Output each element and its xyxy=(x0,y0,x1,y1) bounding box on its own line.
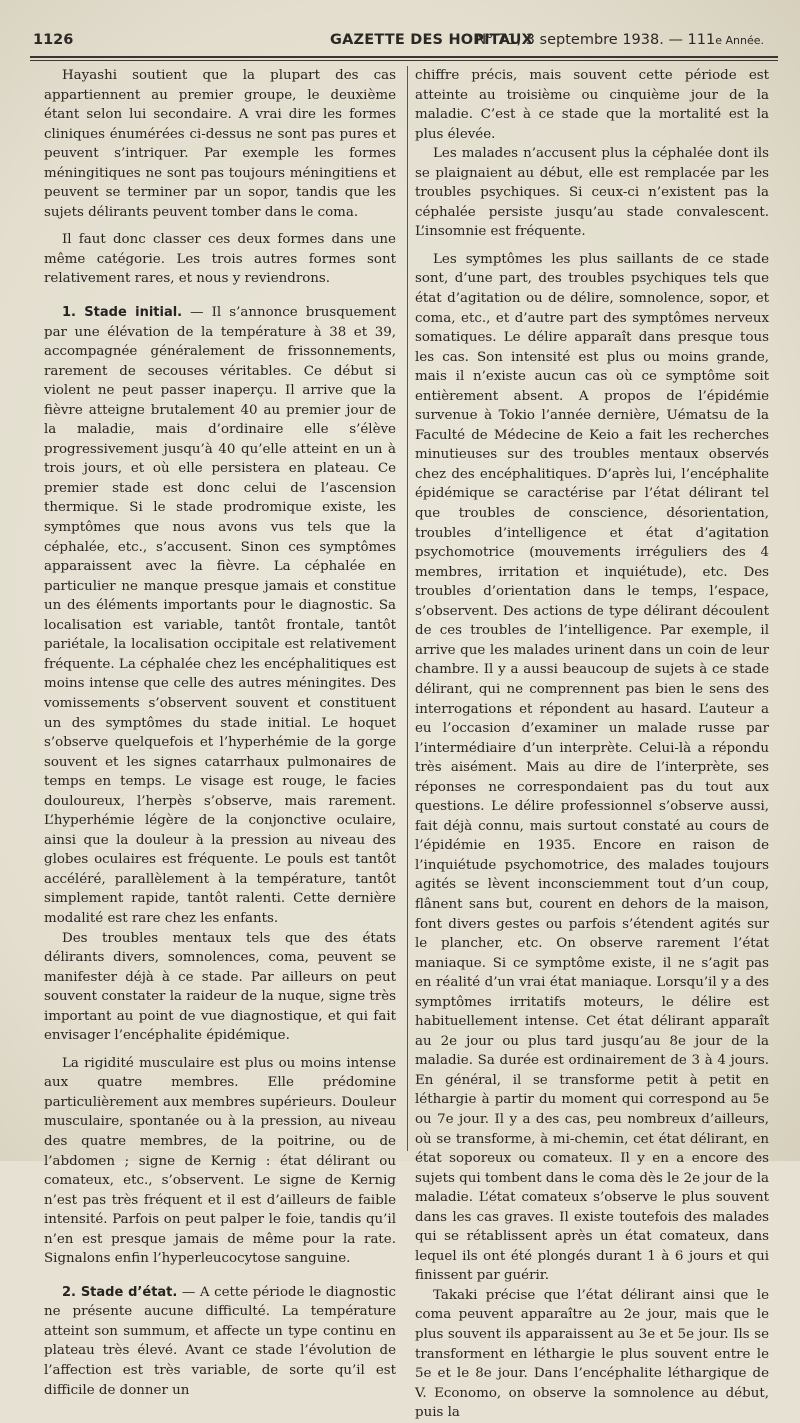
header-rule-thick xyxy=(30,56,778,58)
journal-title: GAZETTE DES HOPITAUX xyxy=(330,32,534,48)
issue-date: N° 71, 3 septembre 1938. — 111 xyxy=(475,32,716,48)
issue-suffix: e Année. xyxy=(715,34,764,47)
page-header xyxy=(30,30,778,54)
paragraph: Les symptômes les plus saillants de ce stade sont, d’une part, des troubles psychiques tels que état d’agitation ou de délire, somnolence, sopor, et coma, etc., et d’autre part des symptômes nerveux somatiques. Le délire apparaît dans presque tous les cas. Son intensité est plus ou moins grande, mais il n’existe aucun cas où ce symptôme soit entièrement absent. A propos de l’épidémie survenue à Tokio l’année dernière, Uématsu de la Faculté de Médecine de Keio a fait les recherches minutieuses sur des troubles mentaux observés chez des encéphalitiques. D’après lui, l’encéphalite épidémique se caractérise par l’état délirant tel que troubles de conscience, désorientation, troubles d’intelligence et état d’agitation psychomotrice (mouvements irréguliers des 4 membres, irritation et inquiétude), etc. Des troubles d’orientation dans le temps, l’espace, s’observent. Des actions de type délirant découlent de ces troubles de l’intelligence. Par exemple, il arrive que les malades urinent dans un coin de leur chambre. Il y a aussi beaucoup de sujets à ce stade délirant, qui ne comprennent pas bien le sens des interrogations et répondent au hasard. L’auteur a eu l’occasion d’examiner un malade russe par l’intermédiaire d’un interprète. Celui-là a répondu très aisément. Mais au dire de l’interprète, ses réponses ne correspondaient pas du tout aux questions. Le délire professionnel s’observe aussi, fait déjà connu, mais surtout constaté au cours de l’épidémie en 1935. Encore en raison de l’inquiétude psychomotrice, des malades toujours agités se lèvent inconsciemment tout d’un coup, flânent sans but, courent en dehors de la maison, font divers gestes ou parfois s’étendent agités sur le plancher, etc. On observe rarement l’état maniaque. Si ce symptôme existe, il ne s’agit pas en réalité d’un vrai état maniaque. Lorsqu’il y a des symptômes irritatifs moteurs, le délire est habituellement intense. Cet état délirant apparaît au 2e jour ou plus tard jusqu’au 8e jour de la maladie. Sa durée est ordinairement de 3 à 4 jours. En général, il se transforme petit à petit en léthargie à partir du moment qui correspond au 5e ou 7e jour. Il y a des cas, peu nombreux d’ailleurs, où se transforme, à mi-chemin, cet état délirant, en état soporeux ou comateux. Il y en a encore des sujets qui tombent dans le coma dès le 2e jour de la maladie. L’état comateux s’observe le plus souvent dans les cas graves. Il existe toutefois des malades qui se rétablissent après un état comateux, dans lequel ils ont été plongés durant 1 à 6 jours et qui finissent par guérir. xyxy=(415,251,769,1284)
paragraph-stage-initial xyxy=(44,303,396,929)
issue-info xyxy=(475,32,764,48)
stage-heading: 2. Stade d’état. xyxy=(62,1284,178,1300)
paragraph: La rigidité musculaire est plus ou moins intense aux quatre membres. Elle prédomine particulièrement aux membres supérieurs. Douleur musculaire, spontanée ou à la pression, au niveau des quatre membres, de la poitrine, ou de l’abdomen ; signe de Kernig : état délirant ou comateux, etc., s’observent. Le signe de Kernig n’est pas très fréquent et il est d’ailleurs de faible intensité. Parfois on peut palper le foie, tandis qu’il n’en est presque jamais de même pour la rate. Signalons enfin l’hyperleucocytose sanguine. xyxy=(44,1055,396,1267)
paragraph: Il faut donc classer ces deux formes dans une même catégorie. Les trois autres formes sont relativement rares, et nous y reviendrons. xyxy=(44,232,396,287)
page-number: 1126 xyxy=(33,32,74,48)
paragraph: chiffre précis, mais souvent cette période est atteinte au troisième ou cinquième jour de la maladie. C’est à ce stade que la mortalité est la plus élevée. xyxy=(415,68,769,142)
right-column xyxy=(415,66,769,1423)
stage-text: — Il s’annonce brusquement par une élévation de la température à 38 et 39, accompagnée généralement de frissonnements, rarement de secouses véritables. Ce début si violent ne peut passer inaperçu. Il arrive que la fièvre atteigne brutalement 40 au premier jour de la maladie, mais d’ordinaire elle s’élève progressivement jusqu’à 40 qu’elle atteint en un à trois jours, et où elle persistera en plateau. Ce premier stade est donc celui de l’ascension thermique. Si le stade prodromique existe, les symptômes que nous avons vus tels que la céphalée, etc., s’accusent. Sinon ces symptômes apparaissent avec la fièvre. La céphalée en particulier ne manque presque jamais et constitue un des éléments importants pour le diagnostic. Sa localisation est variable, tantôt frontale, tantôt pariétale, la localisation occipitale est relativement fréquente. La céphalée chez les encéphalitiques est moins intense que celle des autres méningites. Des vomissements s’observent souvent et constituent un des symptômes du stade initial. Le hoquet s’observe quelquefois et l’hyperhémie de la gorge souvent et les signes catarrhaux pulmonaires de temps en temps. Le visage est rouge, le facies douloureux, l’herpès s’observe, mais rarement. L’hyperhémie légère de la conjonctive oculaire, ainsi que la douleur à la pression au niveau des globes oculaires est fréquente. Le pouls est tantôt accéléré, parallèlement à la température, tantôt simplement rapide, tantôt ralenti. Cette dernière modalité est rare chez les enfants. xyxy=(44,305,396,926)
paragraph-stage-etat xyxy=(44,1283,396,1400)
column-divider xyxy=(407,66,408,1151)
header-rule-thin xyxy=(30,60,778,61)
stage-heading: 1. Stade initial. xyxy=(62,305,183,321)
paragraph: Les malades n’accusent plus la céphalée dont ils se plaignaient au début, elle est remplacée par les troubles psychiques. Si ceux-ci n’existent pas la céphalée persiste jusqu’au stade convalescent. L’insomnie est fréquente. xyxy=(415,146,769,240)
left-column xyxy=(44,66,396,1400)
paragraph: Takaki précise que l’état délirant ainsi que le coma peuvent apparaître au 2e jour, mais que le plus souvent ils apparaissent au 3e et 5e jour. Ils se transforment en léthargie le plus souvent entre le 5e et le 8e jour. Dans l’encéphalite léthargique de V. Economo, on observe la somnolence au début, puis la xyxy=(415,1287,769,1421)
paragraph: Des troubles mentaux tels que des états délirants divers, somnolences, coma, peuvent se manifester déjà à ce stade. Par ailleurs on peut souvent constater la raideur de la nuque, signe très important au point de vue diagnostique, et qui fait envisager l’encéphalite épidémique. xyxy=(44,930,396,1044)
paragraph: Hayashi soutient que la plupart des cas appartiennent au premier groupe, le deuxième étant selon lui secondaire. A vrai dire les formes cliniques énumérées ci-dessus ne sont pas pures et peuvent s’intriquer. Par exemple les formes méningitiques ne sont pas toujours méningitiens et peuvent se terminer par un sopor, tandis que les sujets délirants peuvent tomber dans le coma. xyxy=(44,68,396,220)
stage-text: — A cette période le diagnostic ne présente aucune difficulté. La température atteint son summum, et affecte un type continu en plateau très élevé. Avant ce stade l’évolution de l’affection est très variable, de sorte qu’il est difficile de donner un xyxy=(44,1284,396,1398)
